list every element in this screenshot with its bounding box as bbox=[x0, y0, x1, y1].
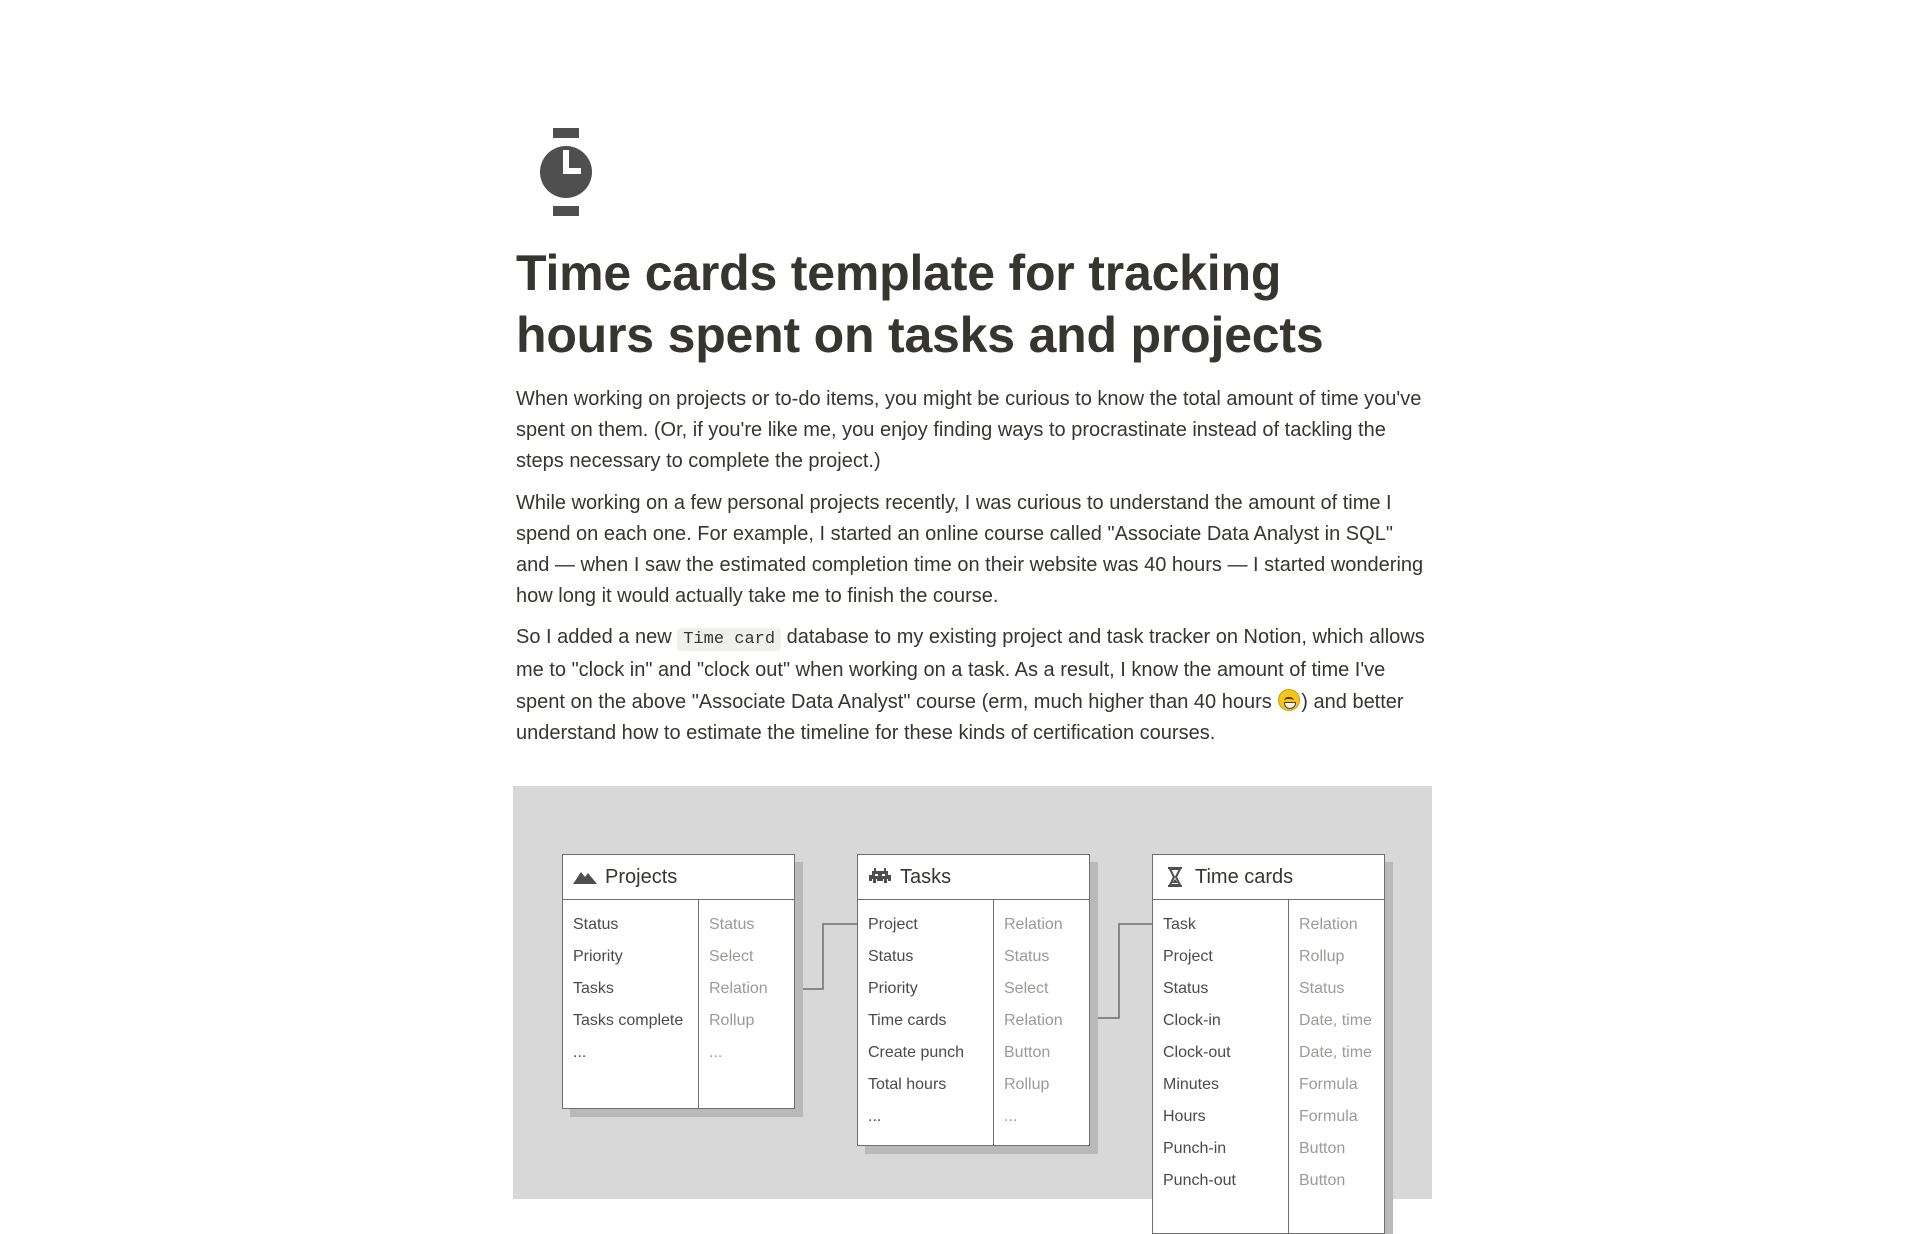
property-name: Clock-in bbox=[1163, 1012, 1221, 1029]
tasks-table[interactable] bbox=[857, 854, 1090, 1146]
paragraph-text: So I added a new bbox=[516, 626, 678, 648]
property-type: ... bbox=[1004, 1108, 1018, 1125]
table-name: Tasks bbox=[900, 865, 952, 888]
property-type: Rollup bbox=[1299, 948, 1345, 965]
table-header bbox=[1153, 855, 1384, 900]
property-type: Date, time bbox=[1299, 1044, 1372, 1061]
property-name: Status bbox=[573, 916, 619, 933]
property-type: Relation bbox=[1004, 1012, 1063, 1029]
property-type: Formula bbox=[1299, 1108, 1358, 1125]
property-name: Time cards bbox=[868, 1012, 947, 1029]
property-type: Button bbox=[1299, 1140, 1346, 1157]
property-name: ... bbox=[573, 1044, 587, 1061]
hourglass-icon bbox=[1163, 866, 1187, 888]
property-name: Hours bbox=[1163, 1108, 1206, 1125]
property-name: Project bbox=[868, 916, 918, 933]
property-type: Formula bbox=[1299, 1076, 1358, 1093]
property-name: Tasks complete bbox=[573, 1012, 684, 1029]
projects-table[interactable] bbox=[562, 854, 795, 1109]
property-type: ... bbox=[709, 1044, 723, 1061]
property-name: Punch-in bbox=[1163, 1140, 1227, 1157]
table-header bbox=[563, 855, 794, 900]
table-name: Projects bbox=[605, 865, 678, 888]
property-type: Rollup bbox=[1004, 1076, 1050, 1093]
property-name: Tasks bbox=[573, 980, 614, 997]
time-cards-table[interactable] bbox=[1152, 854, 1385, 1234]
property-name: Status bbox=[868, 948, 914, 965]
grinning-sweat-emoji bbox=[1278, 689, 1300, 711]
space-invader-icon bbox=[868, 866, 892, 888]
property-name: Priority bbox=[573, 948, 623, 965]
property-type: Relation bbox=[1299, 916, 1358, 933]
paragraph-text: ) and better understand how to estimate the timeline for these kinds of certification courses. bbox=[516, 691, 1404, 744]
property-type: Rollup bbox=[709, 1012, 755, 1029]
property-name: Status bbox=[1163, 980, 1209, 997]
property-type: Button bbox=[1004, 1044, 1051, 1061]
database-diagram bbox=[513, 786, 1432, 1199]
property-name: Create punch bbox=[868, 1044, 965, 1061]
property-name: Total hours bbox=[868, 1076, 947, 1093]
property-type: Select bbox=[709, 948, 754, 965]
property-type: Select bbox=[1004, 980, 1049, 997]
property-type: Status bbox=[709, 916, 755, 933]
property-type: Status bbox=[1004, 948, 1050, 965]
property-type: Button bbox=[1299, 1172, 1346, 1189]
property-name: Task bbox=[1163, 916, 1196, 933]
property-name: Priority bbox=[868, 980, 918, 997]
mountain-icon bbox=[573, 866, 597, 888]
property-name: Clock-out bbox=[1163, 1044, 1231, 1061]
property-type: Date, time bbox=[1299, 1012, 1372, 1029]
property-type: Status bbox=[1299, 980, 1345, 997]
stopwatch-icon[interactable] bbox=[540, 128, 596, 224]
paragraph-text: database to my existing project and task tracker on Notion, which allows me to "clock in" and "clock out" when working on a task. As a result, I know the amount of time I've spent on the above "Associate Data Analyst" course (erm, much higher than 40 hours bbox=[516, 626, 1425, 713]
property-type: Relation bbox=[1004, 916, 1063, 933]
paragraph-intro[interactable]: When working on projects or to-do items, you might be curious to know the total amount of time you've spent on them. (Or, if you're like me, you enjoy finding ways to procrastinate instead of tackling the steps necessary to complete the project.) bbox=[516, 388, 1422, 472]
property-type: Relation bbox=[709, 980, 768, 997]
property-name: ... bbox=[868, 1108, 882, 1125]
table-header bbox=[858, 855, 1089, 900]
page-title[interactable]: Time cards template for tracking hours spent on tasks and projects bbox=[516, 245, 1324, 363]
table-name: Time cards bbox=[1195, 865, 1294, 888]
property-name: Minutes bbox=[1163, 1076, 1220, 1093]
inline-code: Time card bbox=[677, 628, 781, 651]
property-name: Project bbox=[1163, 948, 1213, 965]
property-name: Punch-out bbox=[1163, 1172, 1236, 1189]
paragraph-background[interactable]: While working on a few personal projects recently, I was curious to understand the amount of time I spend on each one. For example, I started an online course called "Associate Data Analyst in SQL" and — when I saw the estimated completion time on their website was 40 hours — I started wondering how long it would actually take me to finish the course. bbox=[516, 492, 1424, 607]
paragraph-solution[interactable] bbox=[516, 622, 1431, 749]
